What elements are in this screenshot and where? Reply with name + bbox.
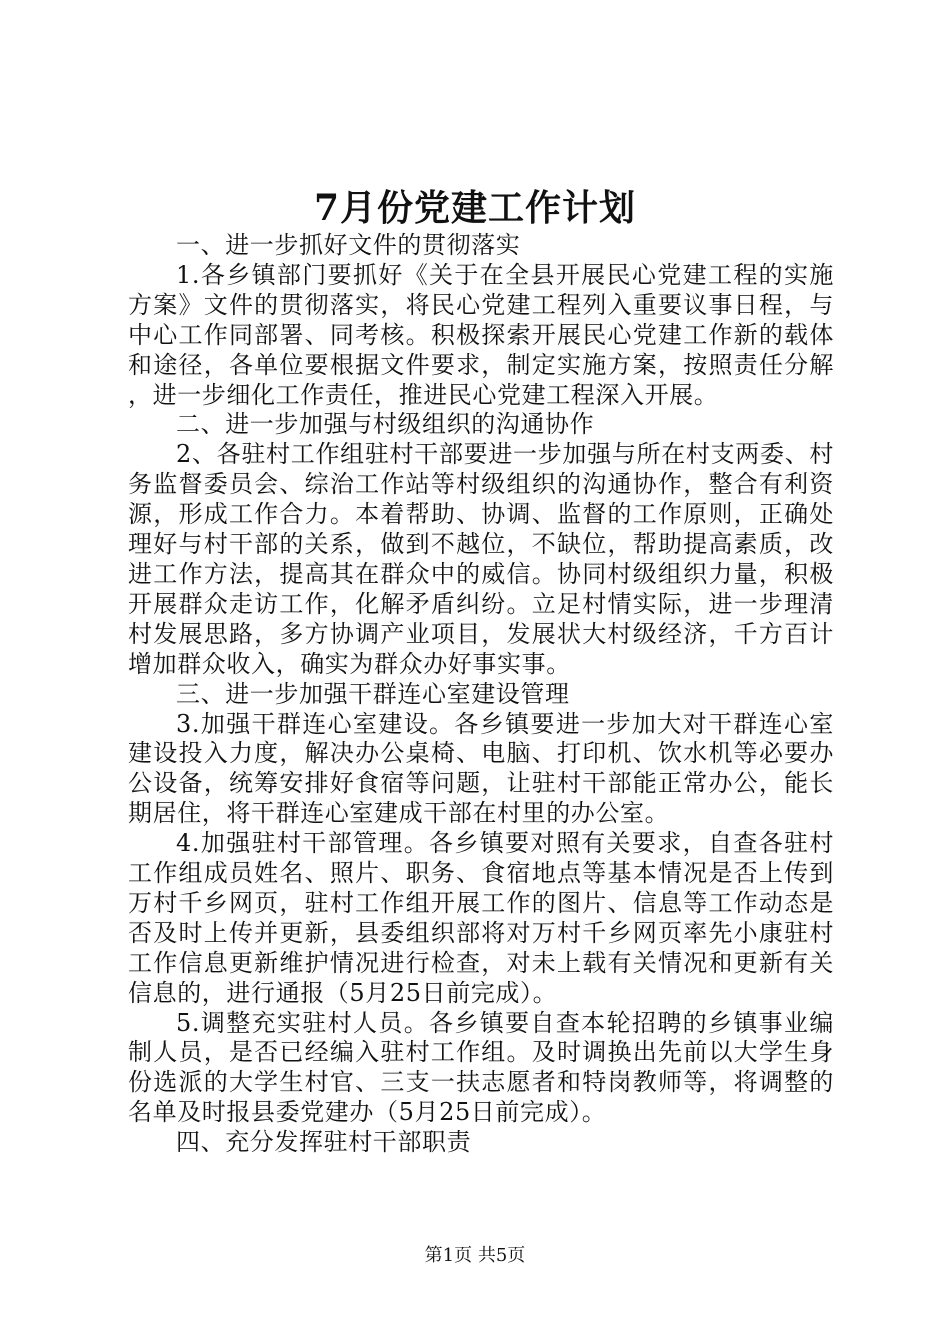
paragraph-item-5: 5.调整充实驻村人员。各乡镇要自查本轮招聘的乡镇事业编制人员，是否已经编入驻村工作组。及时调换出先前以大学生身份选派的大学生村官、三支一扶志愿者和特岗教师等，将调整的名单及时报县委党建办（5月25日前完成）。 <box>128 1008 834 1127</box>
document-title: 7月份党建工作计划 <box>313 187 637 229</box>
section-heading-4: 四、充分发挥驻村干部职责 <box>176 1128 472 1157</box>
paragraph-item-3: 3.加强干群连心室建设。各乡镇要进一步加大对干群连心室建设投入力度，解决办公桌椅、电脑、打印机、饮水机等必要办公设备，统筹安排好食宿等问题，让驻村干部能正常办公，能长期居住，将干群连心室建成干部在村里的办公室。 <box>128 709 834 828</box>
page-footer: 第1页 共5页 <box>424 1245 526 1266</box>
paragraph-item-2: 2、各驻村工作组驻村干部要进一步加强与所在村支两委、村务监督委员会、综治工作站等村级组织的沟通协作，整合有利资源，形成工作合力。本着帮助、协调、监督的工作原则，正确处理好与村干部的关系，做到不越位，不缺位，帮助提高素质，改进工作方法，提高其在群众中的威信。协同村级组织力量，积极开展群众走访工作，化解矛盾纠纷。立足村情实际，进一步理清村发展思路，多方协调产业项目，发展状大村级经济，千方百计增加群众收入，确实为群众办好事实事。 <box>128 440 834 678</box>
section-heading-3: 三、进一步加强干群连心室建设管理 <box>176 679 570 708</box>
paragraph-item-4: 4.加强驻村干部管理。各乡镇要对照有关要求，自查各驻村工作组成员姓名、照片、职务、食宿地点等基本情况是否上传到万村千乡网页，驻村工作组开展工作的图片、信息等工作动态是否及时上传并更新，县委组织部将对万村千乡网页率先小康驻村工作信息更新维护情况进行检查，对未上载有关情况和更新有关信息的，进行通报（5月25日前完成）。 <box>128 829 834 1007</box>
section-heading-2: 二、进一步加强与村级组织的沟通协作 <box>176 410 595 439</box>
paragraph-item-1: 1.各乡镇部门要抓好《关于在全县开展民心党建工程的实施方案》文件的贯彻落实，将民心党建工程列入重要议事日程，与中心工作同部署、同考核。积极探索开展民心党建工作新的载体和途径，各单位要根据文件要求，制定实施方案，按照责任分解，进一步细化工作责任，推进民心党建工程深入开展。 <box>128 260 834 409</box>
section-heading-1: 一、进一步抓好文件的贯彻落实 <box>176 231 521 259</box>
document-body <box>128 231 834 1158</box>
